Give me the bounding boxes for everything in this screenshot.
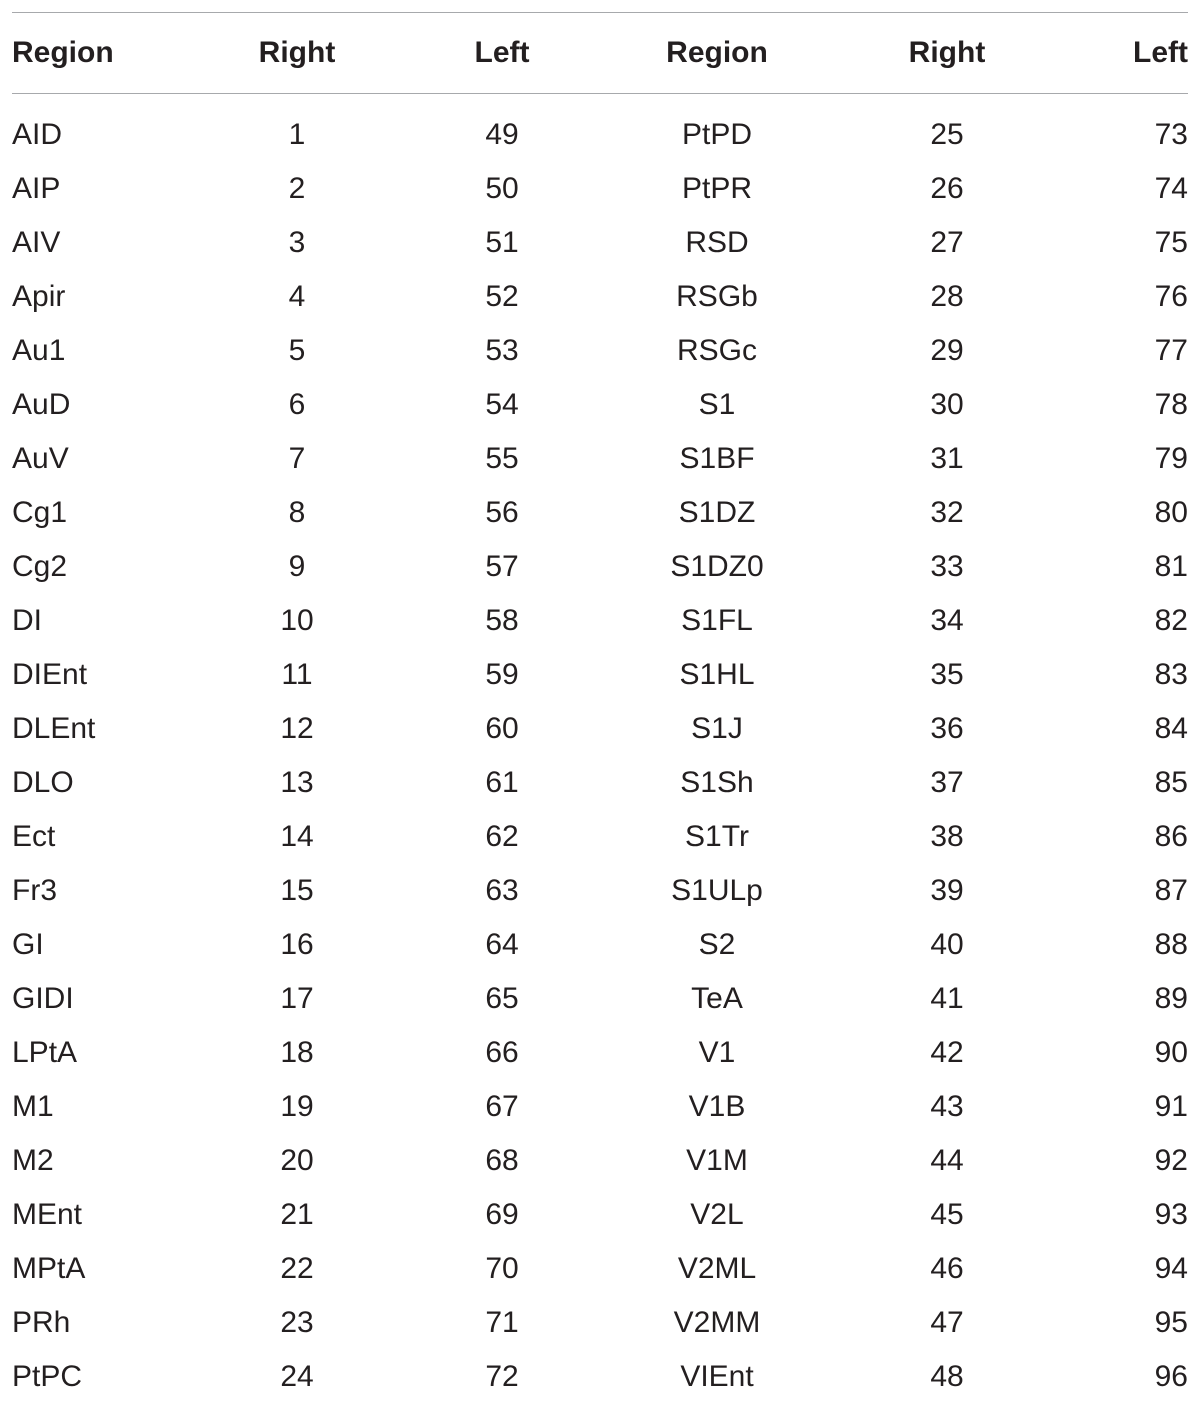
cell-left-2: 79	[1154, 442, 1188, 475]
table-row	[12, 270, 1188, 324]
cell-region-2: VIEnt	[680, 1360, 754, 1393]
cell-left-2: 84	[1154, 712, 1188, 745]
cell-left-1: 69	[485, 1198, 519, 1231]
cell-left-2: 91	[1154, 1090, 1188, 1123]
cell-right-1: 15	[280, 874, 314, 907]
cell-right-2: 25	[930, 118, 964, 151]
cell-right-1: 10	[280, 604, 314, 637]
cell-region-1: DIEnt	[12, 658, 88, 691]
cell-left-1: 71	[485, 1306, 519, 1339]
cell-region-2: S1BF	[679, 442, 755, 475]
table-body	[12, 108, 1188, 1404]
cell-right-2: 32	[930, 496, 964, 529]
cell-region-1: DLO	[12, 766, 74, 799]
cell-right-2: 28	[930, 280, 964, 313]
cell-region-2: V1M	[686, 1144, 748, 1177]
cell-left-1: 65	[485, 982, 519, 1015]
cell-right-1: 21	[280, 1198, 314, 1231]
cell-left-1: 72	[485, 1360, 519, 1393]
cell-region-1: GI	[12, 928, 44, 961]
table-row	[12, 810, 1188, 864]
cell-region-2: V2MM	[673, 1306, 761, 1339]
header-region-2: Region	[666, 36, 768, 69]
cell-right-1: 18	[280, 1036, 314, 1069]
table-row	[12, 216, 1188, 270]
cell-right-2: 43	[930, 1090, 964, 1123]
cell-left-2: 95	[1154, 1306, 1188, 1339]
cell-right-1: 24	[280, 1360, 314, 1393]
cell-left-1: 60	[485, 712, 519, 745]
cell-right-1: 19	[280, 1090, 314, 1123]
cell-left-2: 90	[1154, 1036, 1188, 1069]
cell-right-2: 31	[930, 442, 964, 475]
cell-region-1: DLEnt	[12, 712, 96, 745]
cell-region-2: V2ML	[677, 1252, 757, 1285]
cell-left-2: 73	[1154, 118, 1188, 151]
cell-region-2: TeA	[691, 982, 743, 1015]
table-row	[12, 702, 1188, 756]
cell-region-1: AID	[12, 118, 63, 151]
cell-region-1: MEnt	[12, 1198, 83, 1231]
cell-left-2: 74	[1154, 172, 1188, 205]
cell-region-2: S1	[698, 388, 736, 421]
cell-right-1: 22	[280, 1252, 314, 1285]
cell-region-2: RSGc	[676, 334, 757, 367]
cell-left-2: 77	[1154, 334, 1188, 367]
cell-right-2: 37	[930, 766, 964, 799]
table-header-row	[12, 13, 1188, 93]
cell-left-1: 56	[485, 496, 519, 529]
cell-left-2: 80	[1154, 496, 1188, 529]
cell-right-1: 16	[280, 928, 314, 961]
cell-right-2: 44	[930, 1144, 964, 1177]
cell-region-1: AIP	[12, 172, 61, 205]
table-row	[12, 1026, 1188, 1080]
table-row	[12, 1188, 1188, 1242]
cell-left-2: 78	[1154, 388, 1188, 421]
cell-left-2: 76	[1154, 280, 1188, 313]
cell-region-1: Cg1	[12, 496, 68, 529]
cell-region-1: GIDI	[12, 982, 74, 1015]
cell-left-1: 55	[485, 442, 519, 475]
cell-left-1: 49	[485, 118, 519, 151]
table-row	[12, 1080, 1188, 1134]
cell-right-2: 34	[930, 604, 964, 637]
table-row	[12, 594, 1188, 648]
cell-right-1: 5	[288, 334, 306, 367]
cell-left-2: 96	[1154, 1360, 1188, 1393]
table-row	[12, 648, 1188, 702]
cell-right-2: 47	[930, 1306, 964, 1339]
cell-right-2: 26	[930, 172, 964, 205]
cell-left-1: 59	[485, 658, 519, 691]
cell-right-1: 3	[288, 226, 306, 259]
cell-right-2: 35	[930, 658, 964, 691]
cell-region-1: MPtA	[12, 1252, 86, 1285]
cell-right-2: 42	[930, 1036, 964, 1069]
cell-right-2: 30	[930, 388, 964, 421]
cell-right-2: 46	[930, 1252, 964, 1285]
cell-region-2: S1FL	[681, 604, 753, 637]
table-row	[12, 1296, 1188, 1350]
cell-left-1: 70	[485, 1252, 519, 1285]
cell-region-2: S2	[698, 928, 736, 961]
cell-region-2: S1HL	[679, 658, 755, 691]
cell-left-2: 85	[1154, 766, 1188, 799]
header-right-2: Right	[908, 36, 986, 69]
cell-right-1: 1	[288, 118, 306, 151]
cell-region-2: V1B	[688, 1090, 746, 1123]
cell-region-1: M1	[12, 1090, 54, 1123]
cell-left-1: 50	[485, 172, 519, 205]
cell-left-1: 57	[485, 550, 519, 583]
table-row	[12, 1134, 1188, 1188]
cell-region-1: Cg2	[12, 550, 68, 583]
cell-left-1: 51	[485, 226, 519, 259]
cell-right-1: 6	[288, 388, 306, 421]
cell-right-1: 8	[288, 496, 306, 529]
cell-right-2: 48	[930, 1360, 964, 1393]
table-row	[12, 918, 1188, 972]
cell-region-2: PtPR	[681, 172, 753, 205]
cell-left-1: 54	[485, 388, 519, 421]
cell-left-1: 63	[485, 874, 519, 907]
cell-region-2: S1DZ0	[670, 550, 764, 583]
cell-left-2: 82	[1154, 604, 1188, 637]
cell-region-1: Ect	[12, 820, 56, 853]
cell-right-2: 38	[930, 820, 964, 853]
cell-left-1: 58	[485, 604, 519, 637]
cell-region-2: RSGb	[676, 280, 758, 313]
cell-region-1: AIV	[12, 226, 61, 259]
cell-right-1: 14	[280, 820, 314, 853]
cell-region-2: S1ULp	[671, 874, 763, 907]
cell-region-2: PtPD	[681, 118, 753, 151]
table-row	[12, 540, 1188, 594]
table-row	[12, 864, 1188, 918]
cell-right-1: 9	[288, 550, 306, 583]
cell-right-1: 4	[288, 280, 306, 313]
cell-region-2: V1	[698, 1036, 736, 1069]
cell-region-1: Au1	[12, 334, 66, 367]
cell-right-1: 23	[280, 1306, 314, 1339]
cell-region-2: S1J	[691, 712, 743, 745]
cell-left-1: 53	[485, 334, 519, 367]
cell-region-1: M2	[12, 1144, 54, 1177]
cell-left-2: 86	[1154, 820, 1188, 853]
cell-right-1: 2	[288, 172, 306, 205]
cell-right-1: 7	[288, 442, 306, 475]
cell-region-1: Apir	[12, 280, 66, 313]
cell-left-2: 87	[1154, 874, 1188, 907]
cell-left-1: 66	[485, 1036, 519, 1069]
cell-region-2: RSD	[685, 226, 749, 259]
cell-right-2: 33	[930, 550, 964, 583]
header-right-1: Right	[258, 36, 336, 69]
cell-left-1: 61	[485, 766, 519, 799]
cell-left-1: 67	[485, 1090, 519, 1123]
table-row	[12, 486, 1188, 540]
cell-region-2: V2L	[690, 1198, 744, 1231]
cell-region-2: S1Tr	[685, 820, 749, 853]
cell-left-1: 62	[485, 820, 519, 853]
cell-left-2: 93	[1154, 1198, 1188, 1231]
header-left-2: Left	[1133, 36, 1188, 69]
header-region-1: Region	[12, 36, 114, 69]
cell-region-1: AuD	[12, 388, 71, 421]
region-index-table	[12, 12, 1188, 1404]
cell-left-1: 64	[485, 928, 519, 961]
table-row	[12, 756, 1188, 810]
cell-region-2: S1DZ	[678, 496, 756, 529]
cell-right-1: 13	[280, 766, 314, 799]
cell-left-1: 52	[485, 280, 519, 313]
cell-right-1: 17	[280, 982, 314, 1015]
cell-region-1: PtPC	[12, 1360, 83, 1393]
table-row	[12, 1350, 1188, 1404]
cell-region-1: PRh	[12, 1306, 71, 1339]
table-row	[12, 432, 1188, 486]
cell-left-1: 68	[485, 1144, 519, 1177]
cell-right-2: 40	[930, 928, 964, 961]
cell-right-2: 45	[930, 1198, 964, 1231]
header-left-1: Left	[474, 36, 530, 69]
cell-right-2: 36	[930, 712, 964, 745]
cell-right-2: 29	[930, 334, 964, 367]
cell-left-2: 83	[1154, 658, 1188, 691]
table-row	[12, 972, 1188, 1026]
cell-right-2: 39	[930, 874, 964, 907]
cell-right-1: 20	[280, 1144, 314, 1177]
cell-region-2: S1Sh	[680, 766, 754, 799]
cell-left-2: 94	[1154, 1252, 1188, 1285]
cell-right-2: 27	[930, 226, 964, 259]
table-row	[12, 378, 1188, 432]
cell-region-1: LPtA	[12, 1036, 78, 1069]
cell-region-1: DI	[12, 604, 42, 637]
table-row	[12, 108, 1188, 162]
cell-left-2: 89	[1154, 982, 1188, 1015]
cell-left-2: 75	[1154, 226, 1188, 259]
cell-left-2: 88	[1154, 928, 1188, 961]
cell-right-1: 11	[281, 658, 313, 691]
cell-right-1: 12	[280, 712, 314, 745]
table-row	[12, 324, 1188, 378]
table-row	[12, 1242, 1188, 1296]
table-row	[12, 162, 1188, 216]
cell-left-2: 92	[1154, 1144, 1188, 1177]
cell-region-1: AuV	[12, 442, 69, 475]
cell-right-2: 41	[930, 982, 964, 1015]
cell-left-2: 81	[1154, 550, 1188, 583]
cell-region-1: Fr3	[12, 874, 57, 907]
